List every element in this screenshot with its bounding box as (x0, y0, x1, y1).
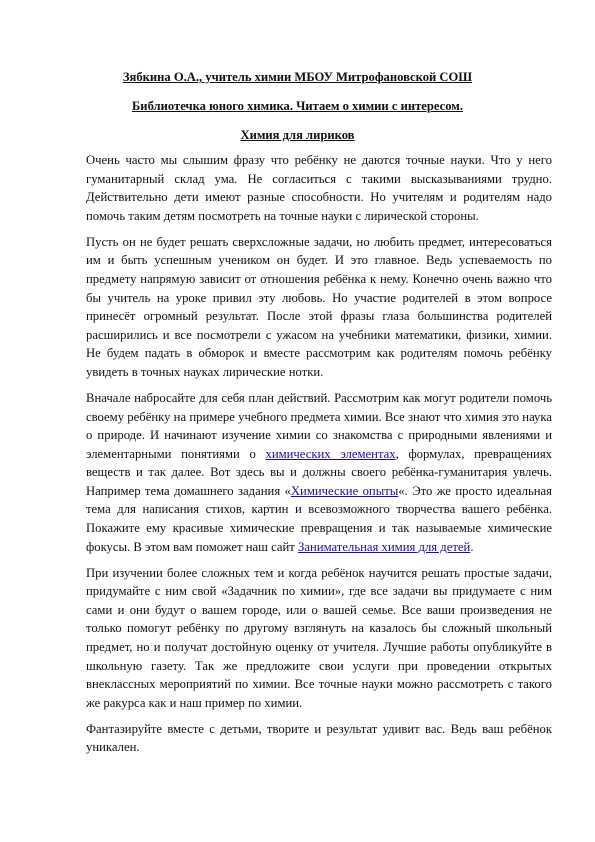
link-fun-chemistry-site[interactable]: Занимательная химия для детей (298, 539, 471, 554)
link-chemical-elements[interactable]: химических элементах (265, 446, 396, 461)
paragraph-4: При изучении более сложных тем и когда ребёнок научится решать простые задачи, придумайте с ним свой «Задачник по химии», где все задачи вы придумаете с ним сами и они будут о вашем городе, или о вашей семье. Все ваши произведения не только помогут ребёнку по другому взглянуть на казалось бы сложный школьный предмет, но и получат достойную оценку от учителя. Лучшие работы опубликуйте в школьную газету. Так же предложите свои услуги при проведении открытых внеклассных мероприятий по химии. Все точные науки можно рассмотреть с такого же ракурса как и наш пример по химии. (86, 565, 552, 710)
paragraph-3-text-c: «. Это же просто идеальная тема для написания стихов, картин и всевозможного творчества вашего ребёнка. Покажите ему красивые химические превращения и так называемые химические фокусы. В этом вам поможет наш сайт (86, 483, 552, 554)
paragraph-3 (86, 389, 552, 556)
page-title: Химия для лириков (240, 128, 355, 142)
series-line: Библиотечка юного химика. Читаем о химии с интересом. (131, 99, 463, 113)
paragraph-2: Пусть он не будет решать сверхсложные задачи, но любить предмет, интересоваться им и быть успешным учеником он будет. И это главное. Ведь успеваемость по предмету напрямую зависит от отношения ребёнка к нему. Конечно очень важно что бы учитель на уроке привил эту любовь. Но участие родителей в этом вопросе принесёт огромный результат. После этой фразы глаза большинства родителей расширились и все посмотрели с ужасом на учебники математики, физики, химии. Не будем падать в обморок и вместе рассмотрим как родителям помочь ребёнку увидеть в точных науках лирические нотки. (86, 234, 552, 379)
paragraph-1: Очень часто мы слышим фразу что ребёнку не даются точные науки. Что у него гуманитарный склад ума. Не согласиться с такими высказываниями трудно. Действительно дети имеют разные способности. Но учителям и родителям надо помочь таким детям посмотреть на точные науки с лирической стороны. (86, 153, 552, 223)
paragraph-3-text-a: Вначале набросайте для себя план действий. Рассмотрим как могут родители помочь своему ребёнку на примере учебного предмета химии. Все знают что химия это наука о природе. И начинают изучение химии со знакомства с природными явлениями и элементарными понятиями о (86, 390, 552, 461)
article-body (86, 151, 552, 764)
author-line: Зябкина О.А., учитель химии МБОУ Митрофановской СОШ (122, 70, 473, 84)
link-chemical-experiments[interactable]: Химические опыты (290, 483, 399, 498)
paragraph-3-text-b: , формулах, превращениях веществ и так далее. Вот здесь вы и должны своего ребёнка-гуманитария увлечь. Например тема домашнего задания « (86, 446, 553, 498)
paragraph-3-text-d: . (470, 539, 474, 554)
paragraph-5: Фантазируйте вместе с детьми, творите и результат удивит вас. Ведь ваш ребёнок уникален. (86, 721, 552, 755)
